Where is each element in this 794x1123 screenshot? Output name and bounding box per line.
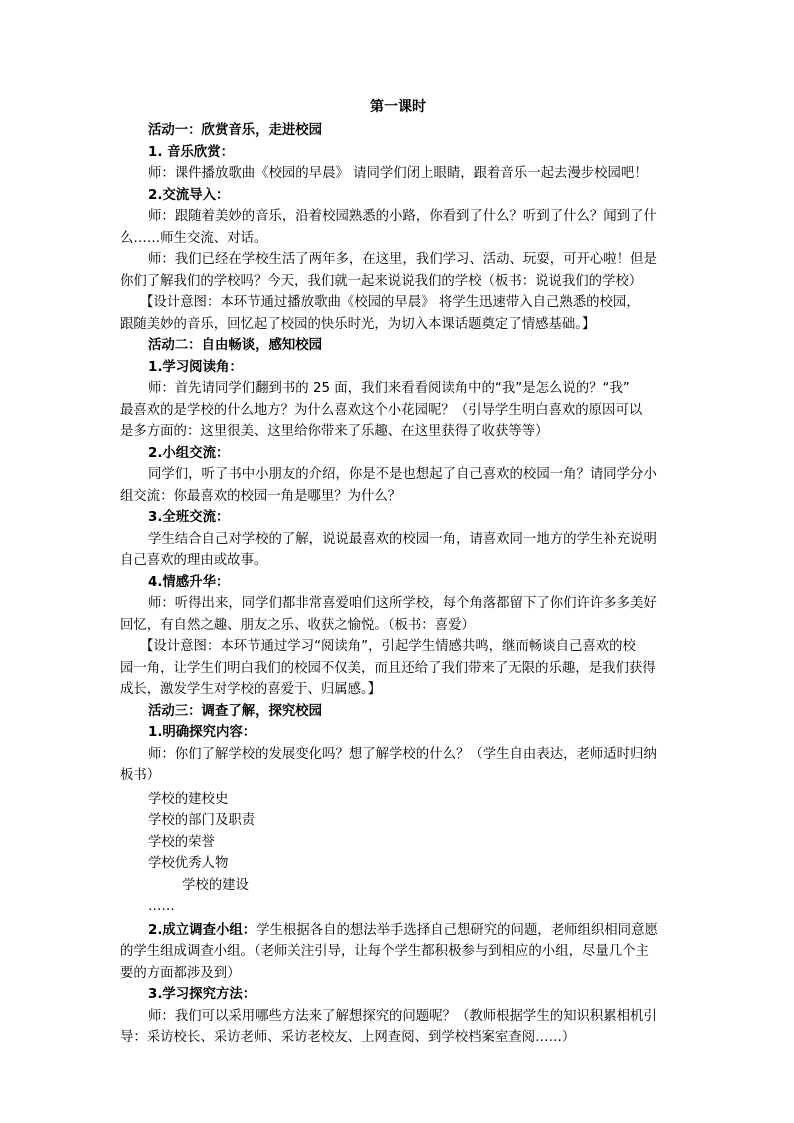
design-intent-line: 成长，激发学生对学校的喜爱于、归属感。】 <box>120 682 382 697</box>
paragraph-line: 师：我们可以采用哪些方法来了解想探究的问题呢？（教师根据学生的知识积累相机引 <box>148 1008 657 1024</box>
paragraph-line: 组交流：你最喜欢的校园一角是哪里？为什么？ <box>120 488 402 504</box>
paragraph-line: 要的方面都涉及到） <box>120 965 241 981</box>
activity2-section1-heading: 1.学习阅读角： <box>148 359 243 375</box>
activity2-heading: 活动二：自由畅谈，感知校园 <box>148 338 323 353</box>
paragraph-line: 导：采访校长、采访老师、采访老校友、上网查阅、到学校档案室查阅……） <box>120 1030 576 1045</box>
paragraph-line: 师：听得出来，同学们都非常喜爱咱们这所学校，每个角落都留下了你们许许多多美好 <box>148 596 657 611</box>
list-item: 学校的部门及职责 <box>148 813 256 828</box>
design-intent-line: 跟随美妙的音乐，回忆起了校园的快乐时光，为切入本课话题奠定了情感基础。】 <box>120 316 596 332</box>
document-page <box>120 96 676 1049</box>
paragraph-line: 师：课件播放歌曲《校园的早晨》 请同学们闭上眼睛，跟着音乐一起去漫步校园吧！ <box>148 166 648 181</box>
paragraph-line: 么……师生交流、对话。 <box>120 230 268 246</box>
design-intent-line: 【设计意图：本环节通过播放歌曲《校园的早晨》 将学生迅速带入自己熟悉的校园， <box>140 295 640 310</box>
list-item: 学校的建校史 <box>148 791 229 807</box>
paragraph-line: 师：我们已经在学校生活了两年多，在这里，我们学习、活动、玩耍，可开心啦！但是 <box>148 252 657 267</box>
paragraph-text: 学生根据各自的想法举手选择自己想研究的问题，老师组织相同意愿 <box>256 922 658 938</box>
topic-list <box>120 789 676 918</box>
paragraph-line: 是多方面的：这里很美、这里给你带来了乐趣、在这里获得了收获等等） <box>120 424 549 439</box>
paragraph-line: 最喜欢的是学校的什么地方？为什么喜欢这个小花园呢？（引导学生明白喜欢的原因可以 <box>120 402 643 418</box>
activity1-heading: 活动一：欣赏音乐，走进校园 <box>148 123 323 138</box>
activity2-section4-heading: 4.情感升华： <box>148 574 230 590</box>
activity1-section2-heading: 2.交流导入： <box>148 187 230 203</box>
activity2-section3-heading: 3.全班交流： <box>148 510 230 525</box>
paragraph-line: 学生结合自己对学校的了解，说说最喜欢的校园一角，请喜欢同一地方的学生补充说明 <box>148 531 657 547</box>
paragraph-line: 回忆，有自然之趣、朋友之乐、收获之愉悦。（板书：喜爱） <box>120 617 475 633</box>
list-item: …… <box>148 899 175 914</box>
design-intent-line: 园一角，让学生们明白我们的校园不仅美，而且还给了我们带来了无限的乐趣，是我们获得 <box>120 660 656 676</box>
design-intent-line: 【设计意图：本环节通过学习“阅读角”，引起学生情感共鸣，继而畅谈自己喜欢的校 <box>140 639 636 654</box>
activity3-heading: 活动三：调查了解，探究校园 <box>148 703 323 719</box>
activity3-section2-heading: 2.成立调查小组： <box>148 922 257 938</box>
paragraph-line <box>120 920 676 942</box>
activity3-section1-heading: 1.明确探究内容： <box>148 725 257 740</box>
paragraph-line: 师：首先请同学们翻到书的 25 面，我们来看看阅读角中的“我”是怎么说的？“我” <box>148 381 630 396</box>
paragraph-line: 自己喜欢的理由或故事。 <box>120 553 268 568</box>
list-item: 学校的荣誉 <box>148 834 215 850</box>
paragraph-line: 师：你们了解学校的发展变化吗？想了解学校的什么？（学生自由表达，老师适时归纳 <box>148 746 657 762</box>
paragraph-line: 的学生组成调查小组。（老师关注引导，让每个学生都积极参与到相应的小组，尽量几个主 <box>120 944 649 959</box>
activity2-section2-heading: 2.小组交流： <box>148 445 230 461</box>
list-item: 学校优秀人物 <box>148 856 229 871</box>
paragraph-line: 同学们，听了书中小朋友的介绍，你是不是也想起了自己喜欢的校园一角？请同学分小 <box>148 467 657 482</box>
paragraph-line: 师：跟随着美妙的音乐，沿着校园熟悉的小路，你看到了什么？听到了什么？闻到了什 <box>148 209 657 224</box>
lesson-title: 第一课时 <box>370 99 426 115</box>
activity1-section1-heading: 1. 音乐欣赏： <box>148 144 235 160</box>
paragraph-line: 你们了解我们的学校吗？今天，我们就一起来说说我们的学校（板书：说说我们的学校） <box>120 273 643 289</box>
list-item: 学校的建设 <box>182 877 249 893</box>
paragraph-line: 板书） <box>120 768 161 783</box>
activity3-section3-heading: 3.学习探究方法： <box>148 987 257 1002</box>
